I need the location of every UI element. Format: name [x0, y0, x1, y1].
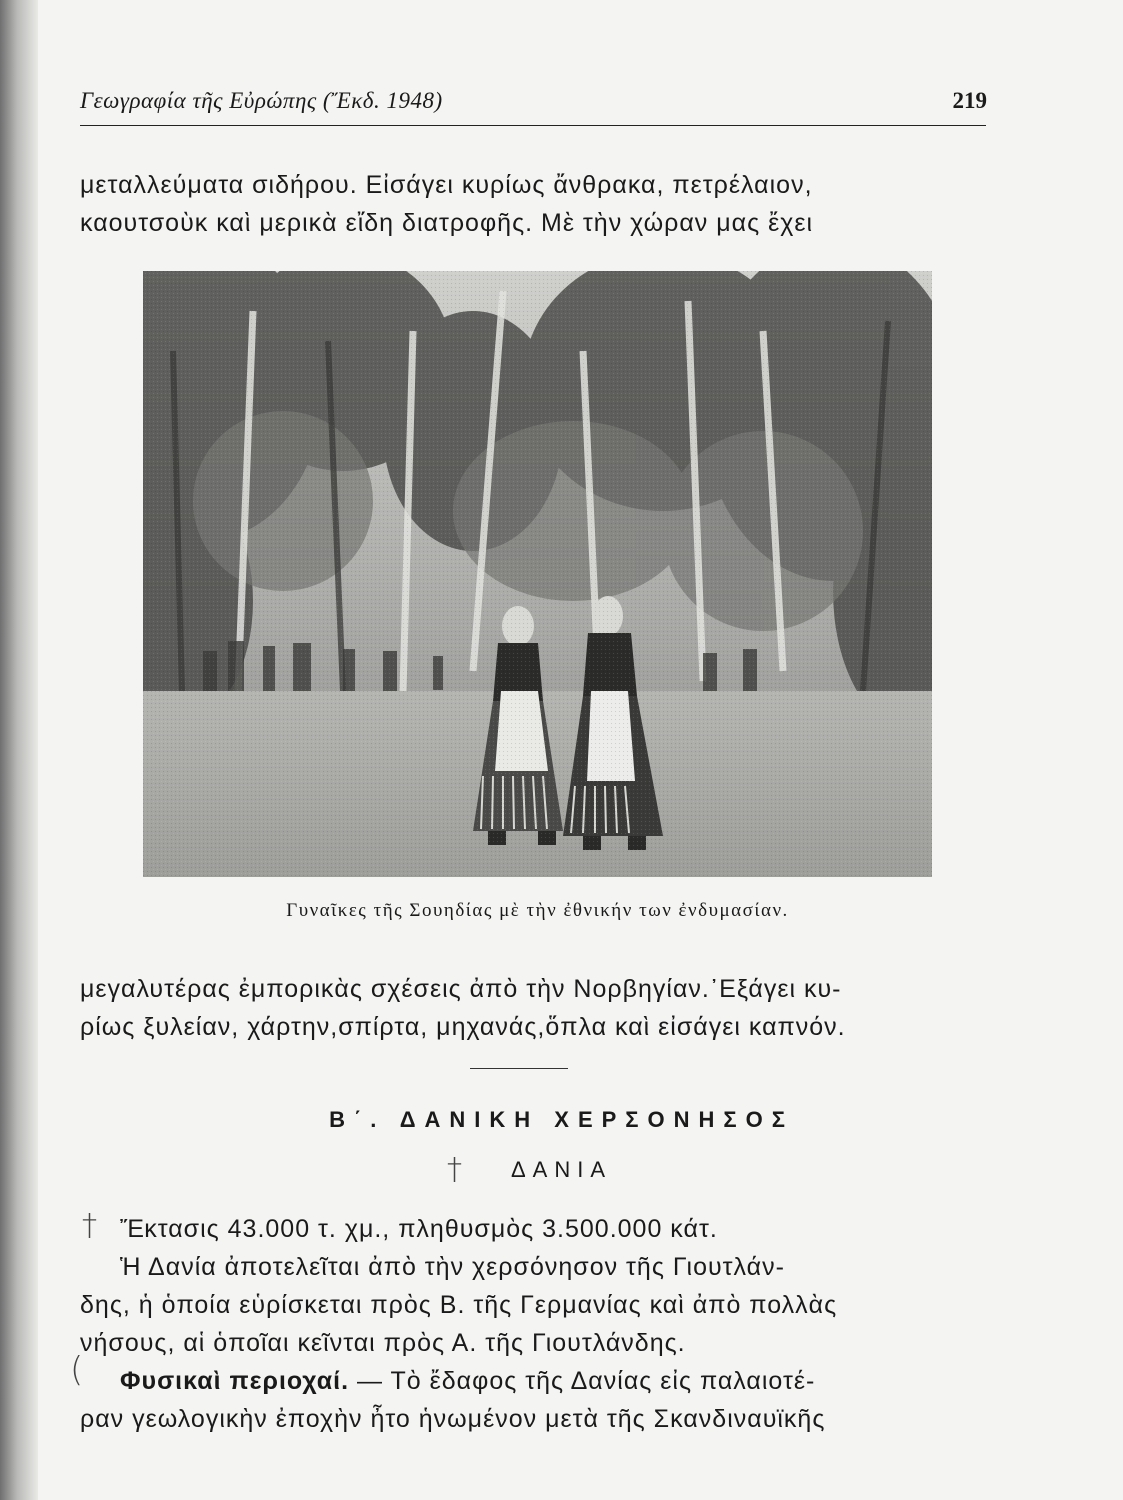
- header-rule: [80, 125, 986, 126]
- paragraph-denmark: [80, 1210, 988, 1438]
- paragraph-top: [80, 166, 988, 242]
- text-line: μεταλλεύματα σιδήρου. Εἰσάγει κυρίως ἄνθρακα, πετρέλαιον,: [80, 171, 813, 199]
- text-line: ρίως ξυλείαν, χάρτην,σπίρτα, μηχανάς,ὅπλα καὶ εἰσάγει καπνόν.: [80, 1013, 846, 1041]
- photograph-swedish-women: [143, 271, 932, 877]
- text-line: ραν γεωλογικὴν ἐποχὴν ἦτο ἡνωμένον μετὰ τῆς Σκανδιναυϊκῆς: [80, 1405, 826, 1433]
- text-line: νήσους, αἱ ὁποῖαι κεῖνται πρὸς Α. τῆς Γιουτλάνδης.: [80, 1329, 686, 1357]
- running-header-title: Γεωγραφία τῆς Εὐρώπης (Ἔκδ. 1948): [80, 88, 443, 113]
- country-subheading: ΔΑΝΙΑ: [510, 1157, 613, 1182]
- text-line: Ἔκτασις 43.000 τ. χμ., πληθυσμὸς 3.500.000 κάτ.: [120, 1215, 718, 1243]
- photograph-illustration: [143, 271, 932, 877]
- handwritten-cross-mark: †: [447, 1152, 462, 1187]
- text-line: [80, 1362, 988, 1400]
- text-line: δης, ἡ ὁποία εὑρίσκεται πρὸς Β. τῆς Γερμανίας καὶ ἀπὸ πολλὰς: [80, 1291, 838, 1319]
- text-run: — Τὸ ἔδαφος τῆς Δανίας εἰς παλαιοτέ-: [349, 1367, 816, 1395]
- section-separator: [470, 1068, 568, 1069]
- page-binding-shadow: [0, 0, 38, 1500]
- handwritten-cross-mark: †: [82, 1208, 97, 1243]
- run-in-heading: Φυσικαὶ περιοχαί.: [120, 1367, 350, 1395]
- text-line: καουτσοὺκ καὶ μερικὰ εἴδη διατροφῆς. Μὲ τὴν χώραν μας ἔχει: [80, 209, 814, 237]
- section-heading: Β΄. ΔΑΝΙΚΗ ΧΕΡΣΟΝΗΣΟΣ: [329, 1107, 794, 1132]
- text-line: μεγαλυτέρας ἐμπορικὰς σχέσεις ἀπὸ τὴν Νορβηγίαν.᾿Εξάγει κυ-: [80, 975, 842, 1003]
- handwritten-bracket-mark: (: [70, 1350, 84, 1390]
- figure-caption: Γυναῖκες τῆς Σουηδίας μὲ τὴν ἐθνικήν των ἐνδυμασίαν.: [286, 900, 789, 921]
- paragraph-after-figure: [80, 970, 988, 1046]
- text-line: Ἡ Δανία ἀποτελεῖται ἀπὸ τὴν χερσόνησον τῆς Γιουτλάν-: [120, 1253, 785, 1281]
- page-number: 219: [952, 88, 987, 113]
